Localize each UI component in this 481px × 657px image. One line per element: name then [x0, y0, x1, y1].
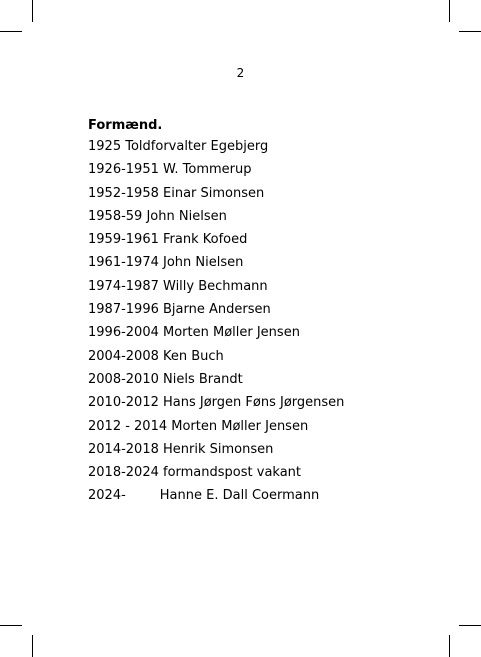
list-item	[88, 162, 344, 185]
entry-years: 1961-1974	[88, 255, 159, 271]
page-number: 2	[236, 66, 245, 80]
crop-mark-top-left-vertical	[32, 0, 33, 22]
list-item	[88, 302, 344, 325]
entry-name: Toldforvalter Egebjerg	[125, 139, 269, 154]
entry-name: Hanne E. Dall Coermann	[159, 488, 320, 504]
entry-years: 2018-2024	[88, 465, 159, 481]
entry-years: 1952-1958	[88, 185, 159, 201]
crop-mark-bottom-right-horizontal	[459, 625, 481, 626]
entry-name: Frank Kofoed	[163, 232, 248, 248]
entry-name: formandspost vakant	[163, 465, 302, 481]
entry-name: Morten Møller Jensen	[171, 418, 309, 434]
list-item	[88, 419, 344, 442]
entry-years: 1996-2004	[88, 325, 159, 341]
entry-years: 1958-59	[88, 208, 143, 224]
list-item	[88, 209, 344, 232]
entry-name: Hans Jørgen Føns Jørgensen	[163, 395, 345, 411]
list-item	[88, 395, 344, 418]
crop-mark-top-right-horizontal	[459, 31, 481, 32]
entry-years: 2012 - 2014	[88, 418, 168, 434]
entry-years: 1974-1987	[88, 278, 159, 294]
list-item	[88, 325, 344, 348]
crop-mark-bottom-left-horizontal	[0, 625, 22, 626]
entry-name: Morten Møller Jensen	[163, 325, 300, 341]
entry-name: Henrik Simonsen	[163, 441, 274, 457]
entry-years: 2008-2010	[88, 371, 159, 387]
list-item	[88, 255, 344, 278]
list-item	[88, 465, 344, 488]
entry-years: 2010-2012	[88, 395, 159, 411]
entry-years: 1926-1951	[88, 162, 159, 178]
entry-name: W. Tommerup	[163, 162, 252, 178]
entry-name: John Nielsen	[146, 208, 227, 224]
entry-years: 2004-2008	[88, 348, 159, 364]
entry-name: John Nielsen	[163, 255, 244, 271]
entry-years: 2024-	[88, 488, 126, 504]
list-item	[88, 372, 344, 395]
list-item	[88, 279, 344, 302]
list-item	[88, 139, 344, 162]
chairmen-list	[88, 139, 344, 512]
entry-name: Einar Simonsen	[163, 185, 265, 201]
list-item	[88, 442, 344, 465]
entry-name: Bjarne Andersen	[163, 302, 271, 318]
list-item	[88, 186, 344, 209]
list-item	[88, 349, 344, 372]
crop-mark-bottom-left-vertical	[32, 635, 33, 657]
page-heading: Formænd.	[88, 118, 163, 133]
list-item	[88, 232, 344, 255]
entry-years: 1959-1961	[88, 232, 159, 248]
entry-name: Niels Brandt	[163, 371, 243, 387]
crop-mark-bottom-right-vertical	[449, 635, 450, 657]
list-item	[88, 488, 344, 511]
entry-years: 1925	[88, 139, 122, 154]
crop-mark-top-left-horizontal	[0, 31, 22, 32]
crop-mark-top-right-vertical	[449, 0, 450, 22]
entry-name: Willy Bechmann	[163, 278, 268, 294]
entry-years: 1987-1996	[88, 302, 159, 318]
entry-years: 2014-2018	[88, 441, 159, 457]
entry-name: Ken Buch	[163, 348, 224, 364]
